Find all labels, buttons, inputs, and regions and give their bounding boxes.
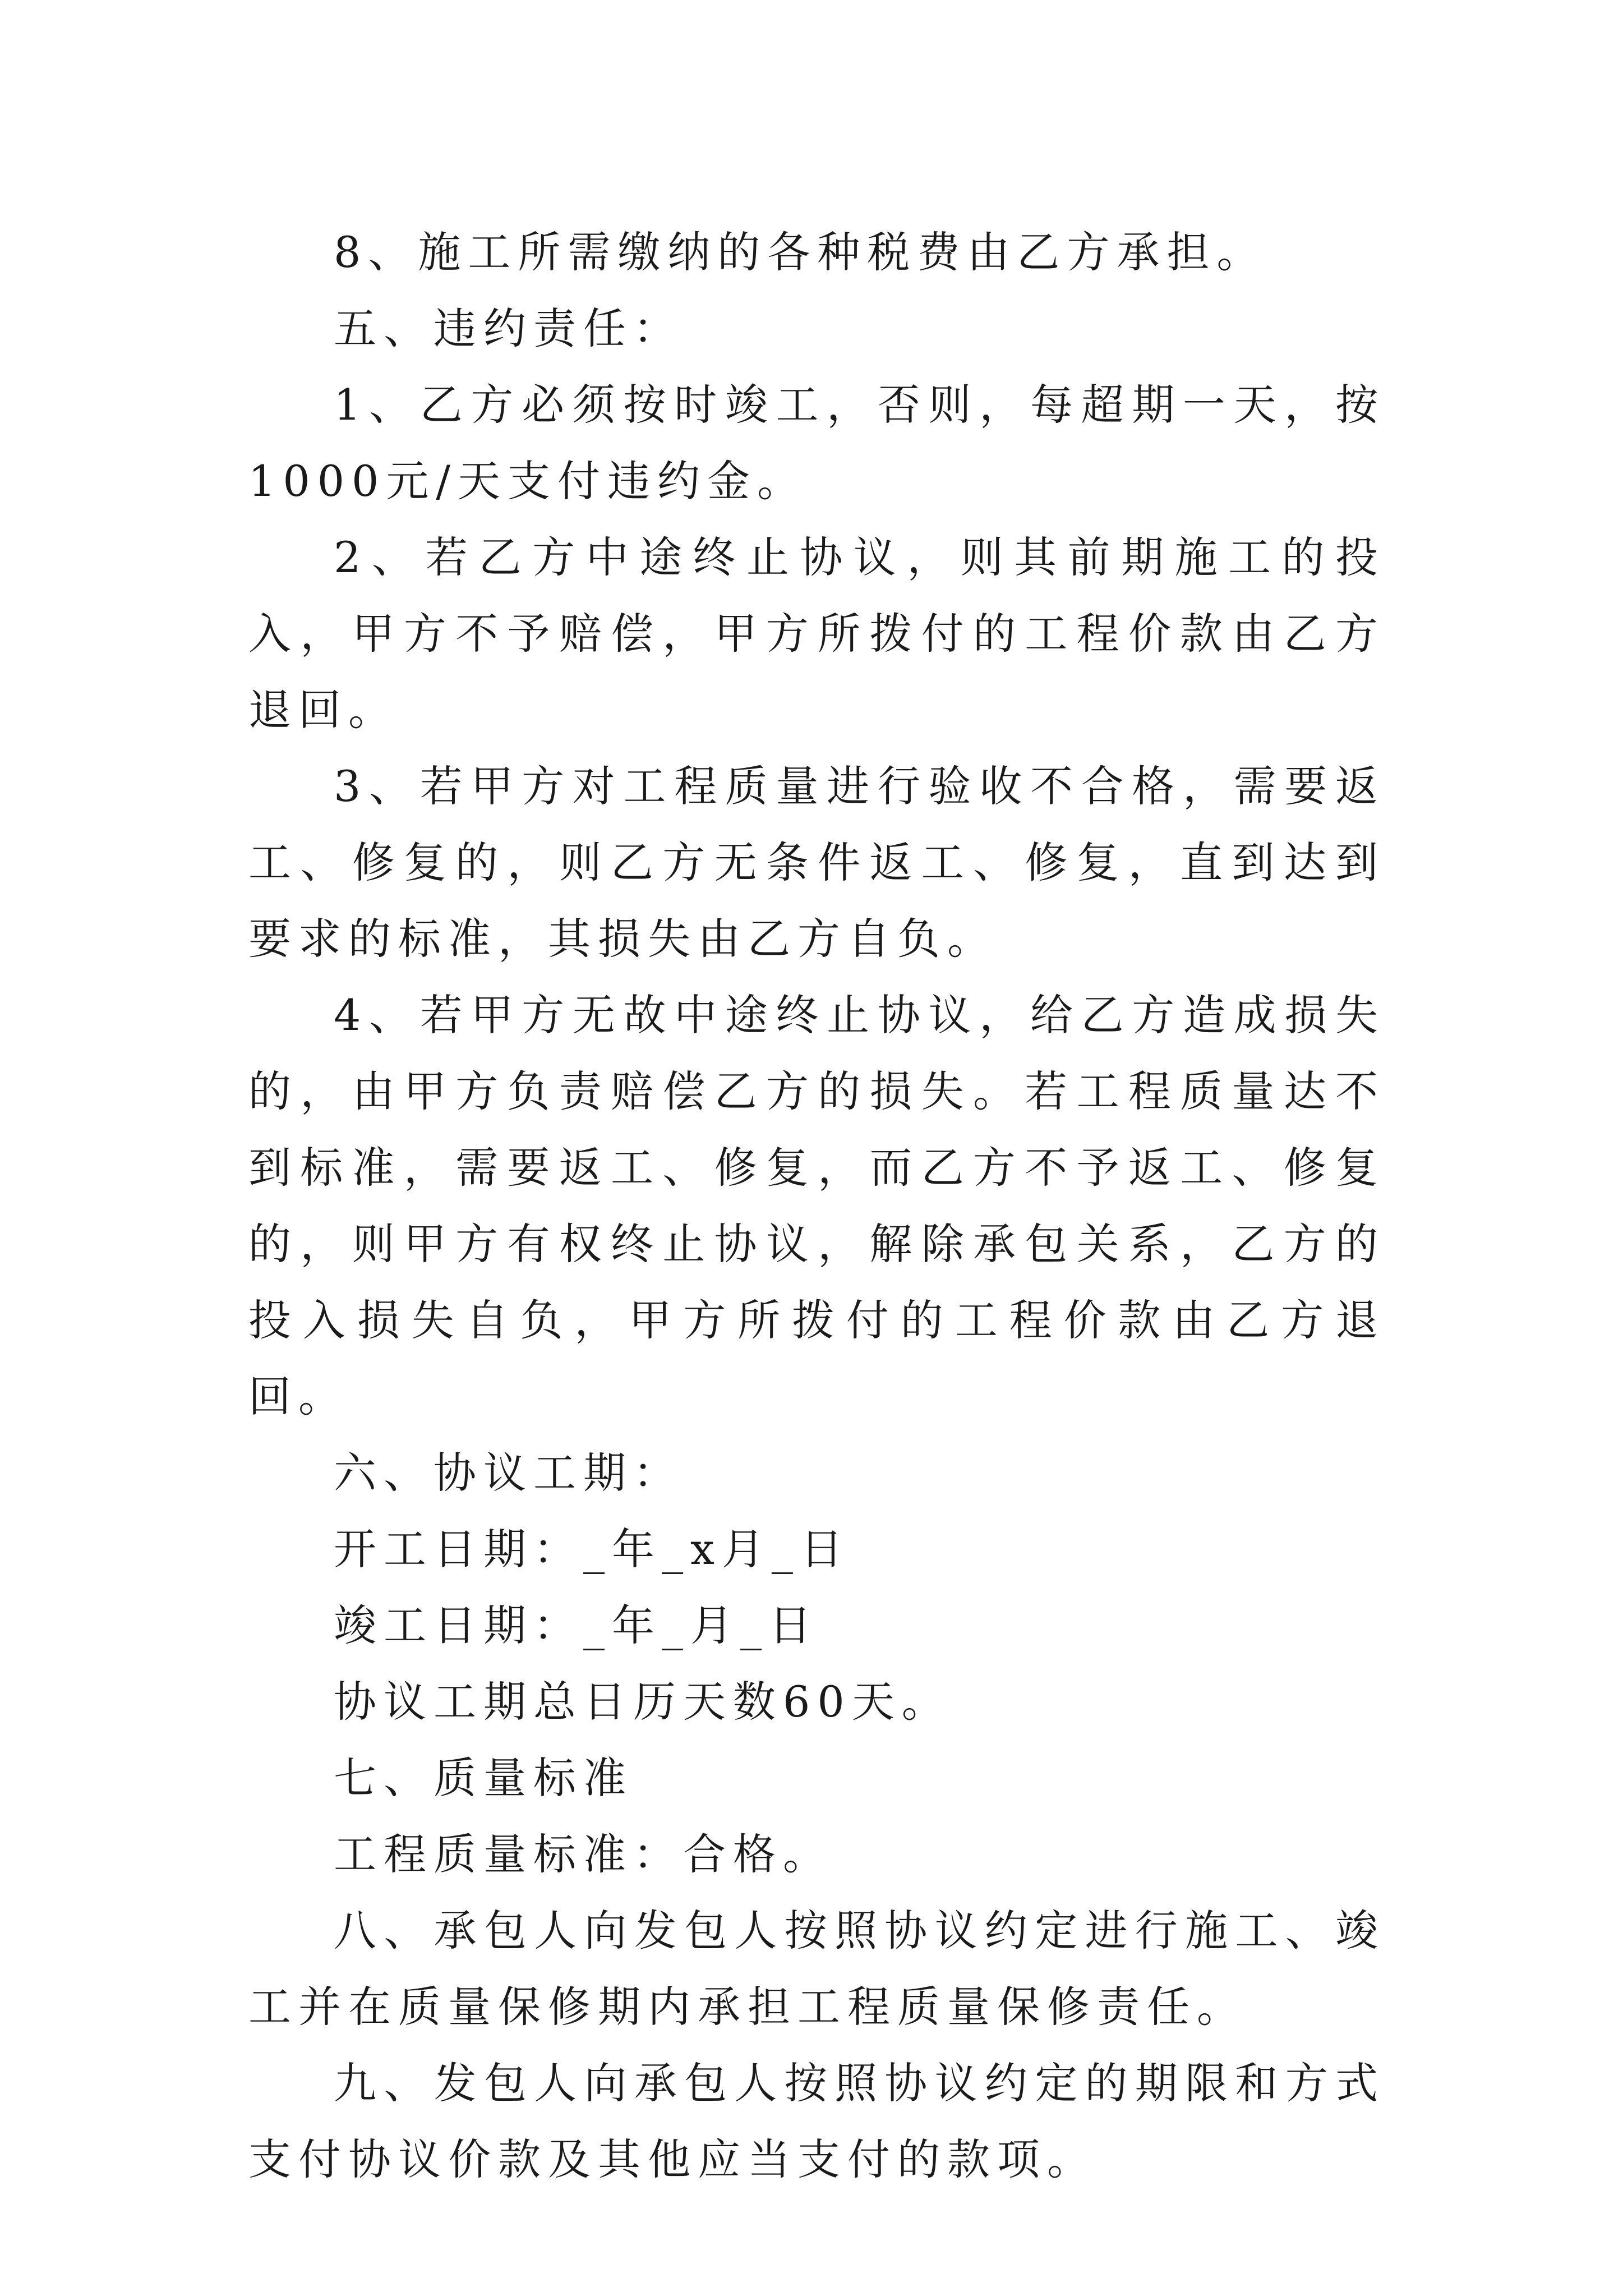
document-body <box>248 214 1385 2198</box>
total-duration-line: 协议工期总日历天数60天。 <box>334 1677 952 1727</box>
section-9-paragraph: 九、发包人向承包人按照协议约定的期限和方式支付协议价款及其他应当支付的款项。 <box>248 2058 1385 2184</box>
clause-8-taxes: 8、施工所需缴纳的各种税费由乙方承担。 <box>334 227 1267 277</box>
liability-clause-2: 2、若乙方中途终止协议，则其前期施工的投入，甲方不予赔偿，甲方所拨付的工程价款由乙方退回。 <box>248 532 1385 735</box>
liability-clause-3: 3、若甲方对工程质量进行验收不合格，需要返工、修复的，则乙方无条件返工、修复，直到达到要求的标准，其损失由乙方自负。 <box>248 761 1385 964</box>
liability-clause-1: 1、乙方必须按时竣工，否则，每超期一天，按1000元/天支付违约金。 <box>248 380 1385 506</box>
section-7-heading: 七、质量标准 <box>334 1753 633 1803</box>
liability-clause-4: 4、若甲方无故中途终止协议，给乙方造成损失的，由甲方负责赔偿乙方的损失。若工程质量达不到标准，需要返工、修复，而乙方不予返工、修复的，则甲方有权终止协议，解除承包关系，乙方的投入损失自负，甲方所拨付的工程价款由乙方退回。 <box>248 990 1385 1421</box>
section-8-paragraph: 八、承包人向发包人按照协议约定进行施工、竣工并在质量保修期内承担工程质量保修责任。 <box>248 1906 1385 2032</box>
completion-date-line: 竣工日期：_年_月_日 <box>334 1600 819 1650</box>
start-date-line: 开工日期：_年_x月_日 <box>334 1524 850 1574</box>
quality-standard-line: 工程质量标准：合格。 <box>334 1829 833 1879</box>
section-5-heading: 五、违约责任： <box>334 303 683 353</box>
section-6-heading: 六、协议工期： <box>334 1448 683 1498</box>
